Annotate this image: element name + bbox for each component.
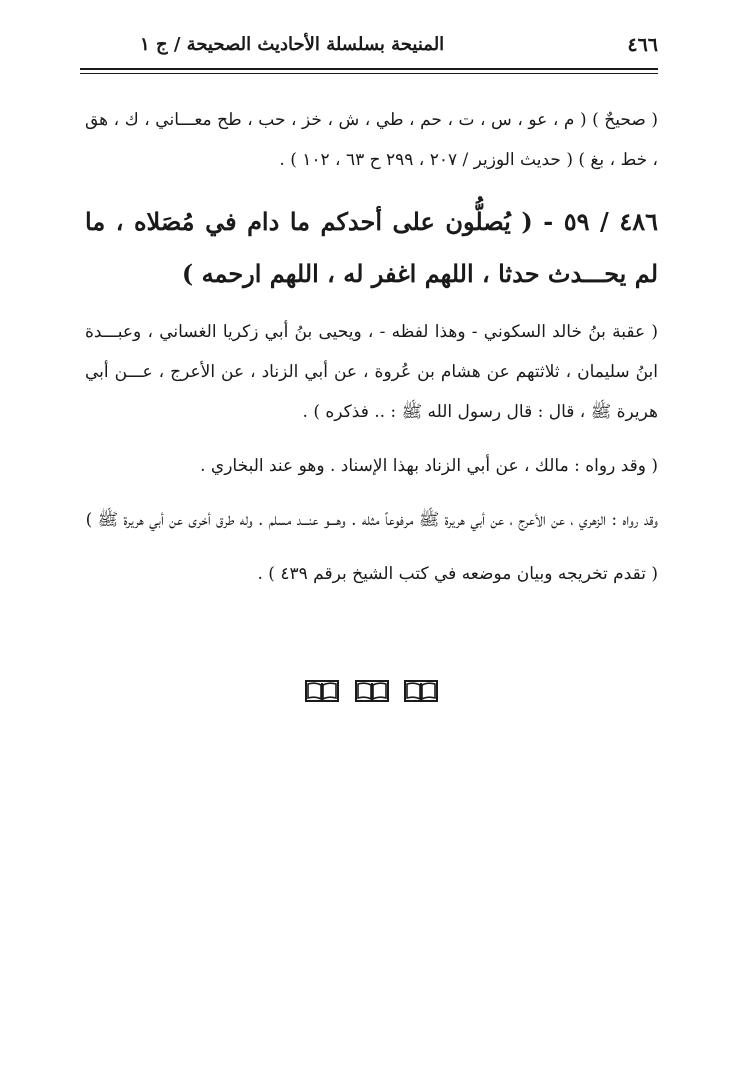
page-header — [80, 28, 658, 66]
open-book-icon — [404, 680, 438, 702]
chain-paragraph: ( عقبة بنُ خالد السكوني - وهذا لفظه - ، ويحيى بنُ أبي زكريا الغساني ، وعبـــدة ابنُ سليمان ، ثلاثتهم عن هشام بن عُروة ، عن أبي الزناد ، عن الأعرج ، عـــن أبي هريرة ﷺ ، قال : قال رسول الله ﷺ : .. فذكره ) . — [85, 322, 658, 422]
open-book-icon — [355, 680, 389, 702]
page-body — [85, 100, 658, 608]
section-ornament — [0, 680, 743, 702]
page-number: ٤٦٦ — [627, 34, 658, 56]
header-rule-thin — [80, 73, 658, 74]
grading-paragraph: ( صحيحٌ ) ( م ، عو ، س ، ت ، حم ، طي ، ش ، خز ، حب ، طح معـــاني ، ك ، هق ، خط ، بغ ) ( حديث الوزير / ٢٠٧ ، ٢٩٩ ح ٦٣ ، ١٠٢ ) . — [85, 110, 658, 170]
zuhri-note: وقد رواه : الزهري ، عن الأعرج ، عن أبي هريرة ﷺ مرفوعاً مثله . وهـــو عنـــد مسلم . وله طرق أخرى عن أبي هريرة ﷺ ) — [85, 510, 658, 530]
hadith-heading: ٤٨٦ / ٥٩ - ( يُصلُّون على أحدكم ما دام في مُصَلاه ، ما لم يحـــدث حدثا ، اللهم اغفر له ، اللهم ارحمه ) — [85, 207, 658, 288]
malik-note: ( وقد رواه : مالك ، عن أبي الزناد بهذا الإسناد . وهو عند البخاري . — [200, 456, 658, 476]
reference-note: ( تقدم تخريجه وبيان موضعه في كتب الشيخ برقم ٤٣٩ ) . — [257, 564, 658, 584]
header-rule — [80, 68, 658, 70]
running-title: المنيحة بسلسلة الأحاديث الصحيحة / ج ١ — [140, 34, 445, 55]
open-book-icon — [305, 680, 339, 702]
